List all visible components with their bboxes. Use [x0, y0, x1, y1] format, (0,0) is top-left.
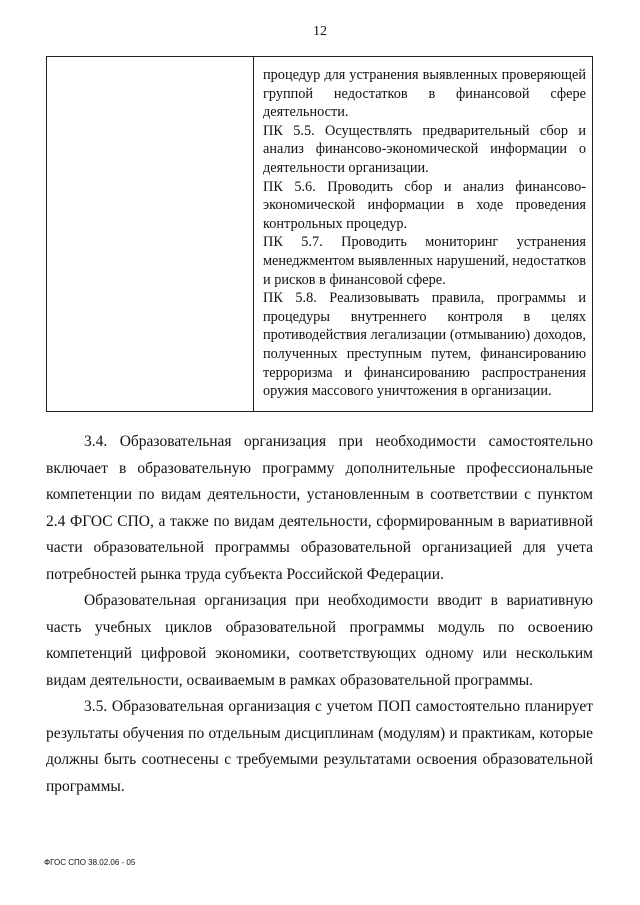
paragraph-digital-economy: Образовательная организация при необходимости вводит в вариативную часть учебных циклов образовательной программы модуль по освоению компетенций цифровой экономики, соответствующих одному или нескольким видам деятельности, осваиваемым в рамках образовательной программы. — [46, 592, 593, 689]
competency-table — [46, 56, 593, 412]
footer-doc-code: ФГОС СПО 38.02.06 - 05 — [44, 858, 136, 867]
competency-pk-5-8: ПК 5.8. Реализовывать правила, программы и процедуры внутреннего контроля в целях противодействия легализации (отмыванию) доходов, полученных преступным путем, финансированию терроризма и финансированию распространения оружия массового уничтожения в организации. — [263, 290, 586, 400]
competency-pk-5-7: ПК 5.7. Проводить мониторинг устранения менеджментом выявленных нарушений, недостатков и рисков в финансовой сфере. — [263, 234, 586, 288]
body-text — [46, 429, 593, 800]
competency-pk-5-6: ПК 5.6. Проводить сбор и анализ финансово-экономической информации в ходе проведения контрольных процедур. — [263, 178, 586, 232]
competency-continuation: процедур для устранения выявленных проверяющей группой недостатков в финансовой сфере деятельности. — [263, 67, 586, 121]
paragraph-3-4: 3.4. Образовательная организация при необходимости самостоятельно включает в образовательную программу дополнительные профессиональные компетенции по видам деятельности, установленным в соответствии с пунктом 2.4 ФГОС СПО, а также по видам деятельности, сформированным в вариативной части образовательной программы образовательной организацией для учета потребностей рынка труда субъекта Российской Федерации. — [46, 433, 593, 583]
table-right-cell — [254, 57, 592, 411]
competency-pk-5-5: ПК 5.5. Осуществлять предварительный сбор и анализ финансово-экономической информации о деятельности организации. — [263, 122, 586, 176]
paragraph-3-5: 3.5. Образовательная организация с учетом ПОП самостоятельно планирует результаты обучения по отдельным дисциплинам (модулям) и практикам, которые должны быть соотнесены с требуемыми результатами освоения образовательной программы. — [46, 698, 593, 795]
table-left-cell — [47, 57, 254, 411]
page-number: 12 — [313, 24, 327, 39]
